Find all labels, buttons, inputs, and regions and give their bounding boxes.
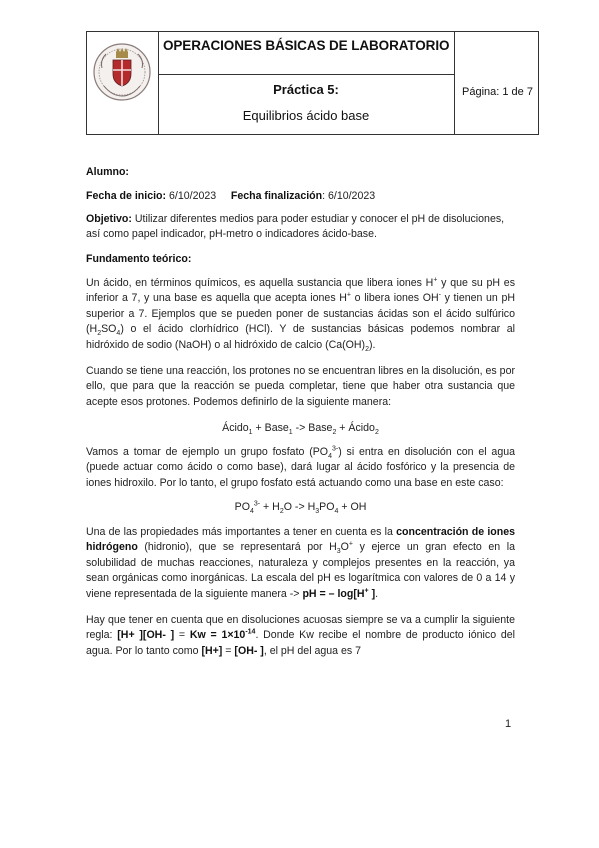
objective-text: Utilizar diferentes medios para poder estudiar y conocer el pH de disoluciones, así como papel indicador, pH-metro o indicadores ácido-base.	[86, 213, 505, 241]
equation-phosphate: $PO_4^{3-} + H_2O -> H_3PO_4$ + OH	[234, 500, 367, 516]
paragraph-hydrogen-ions: Una de las propiedades más importantes a tener en cuenta es la concentración de iones hidrógeno (hidronio), que se representará por $H_3O^+$ y ejerce un gran efecto en la solubilidad de muchas reacciones, naturaleza y complejos presentes en la reacción, ya sean orgánicas como inorgánicas. La escala del pH es logarítmica con valores de 0 a 14 y viene representada de la siguiente manera -> pH = – log[H+ ].	[86, 526, 516, 600]
practice-subtitle: Equilibrios ácido base	[242, 108, 370, 123]
start-date-label: Fecha de inicio:	[86, 190, 167, 202]
practice-number: Práctica 5:	[273, 82, 339, 97]
paragraph-phosphate: Vamos a tomar de ejemplo un grupo fosfato $(PO_4^{3-})$ si entra en disolución con el agua (puede actuar como ácido o como base), dará lugar al ácido fosfórico y la presencia de iones hidroxilo. Por lo tanto, el grupo fosfato está actuando como una base en este caso:	[86, 445, 516, 489]
paragraph-reaction: Cuando se tiene una reacción, los protones no se encuentran libres en la disolución, es por ello, que para que la reacción se pueda completar, tiene que haber otra sustancia que acepte esos protones. Podemos definirlo de la siguiente manera:	[86, 365, 515, 408]
paragraph-acid-base: Un ácido, en términos químicos, es aquella sustancia que libera iones H+ y que su pH es inferior a 7, y una base es aquella que acepta iones H+ o libera iones OH- y tienen un pH superior a 7. Ejemplos que se pueden poner de sustancias ácidas son el ácido sulfúrico $(H_2SO_4)$ o el ácido clorhídrico (HCl). Y de sustancias básicas podemos nombrar al hidróxido de sodio (NaOH) o al hidróxido de calcio $(Ca(OH)_2)$.	[86, 276, 516, 353]
end-date-label: Fecha finalización	[230, 190, 323, 202]
objective-label: Objetivo:	[86, 213, 132, 225]
course-title: OPERACIONES BÁSICAS DE LABORATORIO	[163, 38, 450, 53]
student-label: Alumno:	[86, 166, 129, 178]
start-date-value: 6/10/2023	[166, 190, 217, 202]
student-line	[86, 165, 515, 180]
end-date-value: : 6/10/2023	[322, 190, 376, 202]
paragraph-water-equilibrium: Hay que tener en cuenta que en disoluciones acuosas siempre se va a cumplir la siguiente regla: [H+ ][OH- ] = $Kw = 1\times 10^{-14}$. Donde Kw recibe el nombre de producto iónico del agua. Por lo tanto como [H+] = [OH- ], el pH del agua es 7	[86, 614, 515, 657]
fundamentals-heading	[86, 252, 515, 267]
page-number: 1	[505, 718, 512, 730]
header-table	[86, 31, 539, 135]
page-indicator: Página: 1 de 7	[462, 86, 533, 98]
equation-acid-base-pairs: Ácido$_1$ + Base$_1$ -> Base$_2$ + Ácido$_2$	[222, 422, 379, 437]
objective-paragraph	[86, 212, 515, 243]
fundamentals-label: Fundamento teórico:	[86, 253, 192, 265]
dates-line	[86, 189, 515, 204]
university-seal-logo	[92, 38, 152, 114]
